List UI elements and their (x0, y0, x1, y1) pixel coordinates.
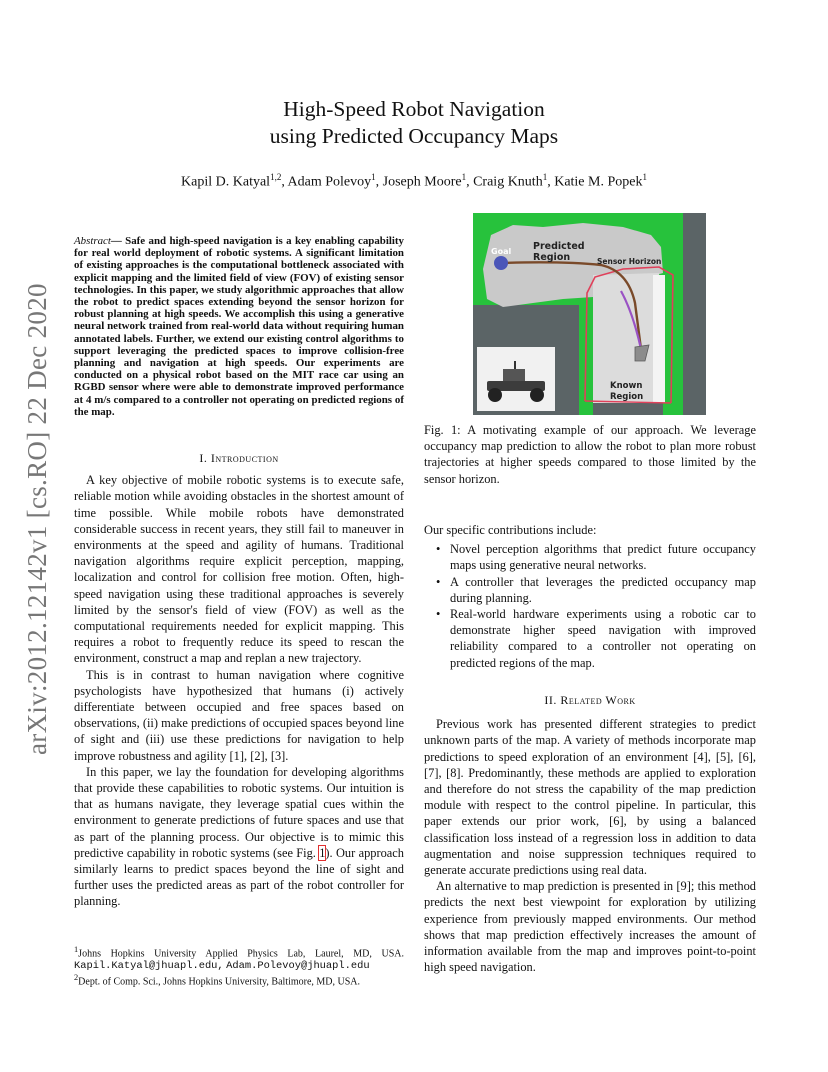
known-region-area (653, 275, 665, 403)
figure-reference-link[interactable]: 1 (319, 845, 326, 860)
contribution-item: • Real-world hardware experiments using a robotic car to demonstrate higher speed navigation with improved reliability compared to a controller not operating on predicted regions of the map. (424, 606, 756, 671)
related-paragraph: Previous work has presented different strategies to predict unknown parts of the map. A variety of methods incorporate map predictions to speed exploration of an environment [4], [5], [6], [7], [8]. Predominantly, these methods are applied to exploration and therefore do not stress the capability of the map prediction module with respect to the control pipeline. In particular, this paper extends our prior work, [6], by using a balanced classification loss instead of a regression loss in addition to data augmentation and noise suppression techniques required to generate accurate predictions using real data. (424, 717, 756, 878)
figure-label-goal: Goal (491, 247, 512, 256)
footnote-email[interactable]: Adam.Polevoy@jhuapl.edu (226, 959, 370, 972)
abstract-text: — Safe and high-speed navigation is a key enabling capability for real world deployment of robotic systems. A significant limitation of existing approaches is the computational bottleneck associated with explicit mapping and the limited field of view (FOV) of existing sensor technologies. In this paper, we study algorithmic approaches that allow the robot to predict spaces extending beyond the sensor horizon for robust planning at high speeds. We accomplish this using a generative neural network trained from real-world data without requiring human annotated labels. Further, we extend our existing control algorithms to support leveraging the predicted spaces to improve collision-free planning and navigation at high speeds. Our experiments are conducted on a physical robot based on the MIT race car using an RGBD sensor where were able to demonstrate improved performance at 4 m/s compared to a controller not operating on predicted regions of the map. (74, 235, 404, 418)
author-name: Joseph Moore (382, 174, 462, 190)
introduction-section (74, 451, 404, 910)
map-wall (683, 213, 706, 415)
contribution-item: • Novel perception algorithms that predict future occupancy maps using generative neural networks. (424, 541, 756, 573)
author-affiliation: 1 (371, 172, 376, 182)
figure-occupancy-map (473, 213, 706, 415)
intro-paragraph: This is in contrast to human navigation where cognitive psychologists have hypothesized that humans (i) actively differentiate between occupied and free spaces based on observations, (ii) make predictions of occupied spaces beyond line of sight and (iii) use these predictions for navigation to help improve robustness and agility [1], [2], [3]. (74, 667, 404, 763)
footnote-1: $^1$Johns Hopkins University Applied Physics Lab, Laurel, MD, USA. Kapil.Katyal@jhuapl.edu, Adam.Polevoy@jhuapl.edu (74, 945, 404, 972)
footnote-email[interactable]: Kapil.Katyal@jhuapl.edu, (74, 959, 224, 972)
abstract (74, 235, 404, 418)
paper-title-line-2: using Predicted Occupancy Maps (269, 124, 559, 148)
figure-label-predicted: Predicted (533, 241, 585, 252)
section-heading-related-work: II. Related Work (544, 693, 636, 707)
author-name: Adam Polevoy (287, 174, 372, 190)
goal-marker (494, 256, 508, 270)
arxiv-identifier: arXiv:2012.12142v1 [cs.RO] 22 Dec 2020 (22, 283, 52, 755)
figure-caption: Fig. 1: A motivating example of our approach. We leverage occupancy map prediction to allow the robot to plan more robust trajectories at higher speeds compared to those limited by the sensor horizon. (424, 423, 756, 486)
figure-label-known: Known (610, 381, 643, 391)
footnote-2: $^2$Dept. of Comp. Sci., Johns Hopkins University, Baltimore, MD, USA. (74, 973, 361, 988)
author-affiliation: 1 (642, 172, 647, 182)
section-heading-introduction: I. Introduction (199, 451, 279, 465)
abstract-label: Abstract (74, 235, 111, 247)
contributions-intro: Our specific contributions include: (424, 523, 597, 537)
author-affiliation: 1,2 (270, 172, 282, 182)
author-affiliation: 1 (542, 172, 548, 182)
related-work-section (424, 693, 756, 975)
contribution-item: • A controller that leverages the predicted occupancy map during planning. (424, 574, 756, 606)
author-name: Katie M. Popek (554, 174, 643, 190)
figure-label-known: Region (610, 392, 644, 402)
robot-photo-wheel (530, 388, 544, 402)
intro-paragraph: A key objective of mobile robotic systems is to execute safe, reliable motion while avoiding obstacles in the shortest amount of time possible. While mobile robots have demonstrated considerable success in recent years, they still fail to maneuver in environments at the speed and agility of humans. Traditional navigation algorithms require explicit perception, mapping, localization and control for collision free motion. Often, high-speed navigation using these traditional approaches is severely limited by the sensor's field of view (FOV) as well as the computational requirements needed for explicit mapping. This requires a robot to frequently reduce its speed to rescan the environment, construct a map and replan a new trajectory. (74, 473, 404, 666)
paper-title-line-1: High-Speed Robot Navigation (283, 97, 545, 121)
contributions-list (424, 522, 756, 671)
author-name: Kapil D. Katyal (181, 174, 271, 190)
author-affiliation: 1 (461, 172, 467, 182)
figure-label-sensor-horizon: Sensor Horizon (597, 257, 662, 266)
footnotes (74, 944, 404, 988)
robot-photo-wheel (488, 388, 502, 402)
related-paragraph: An alternative to map prediction is presented in [9]; this method predicts the next best viewpoint for exploration by utilizing experience from previously mapped environments. Our method shows that map prediction effectively increases the amount of information available from the map and improves point-to-point high speed navigation. (424, 879, 756, 975)
author-list: Kapil D. Katyal$^{1,2}$, Adam Polevoy$^1$, Joseph Moore$^1$, Craig Knuth$^1$, Katie M. Popek$^1$ (181, 172, 647, 190)
author-name: Craig Knuth (473, 174, 543, 190)
intro-paragraph: In this paper, we lay the foundation for developing algorithms that provide these capabilities to robotic systems. Our intuition is that as humans navigate, they leverage spatial cues within the environment to generate predictions of future spaces and use that as part of the planning process. Our objective is to mimic this predictive capability in robotic systems (see Fig. 1). Our approach similarly learns to predict spaces beyond the line of sight and further uses the predicted areas as part of the robot controller for planning. (74, 764, 404, 909)
figure-label-predicted: Region (533, 252, 571, 263)
